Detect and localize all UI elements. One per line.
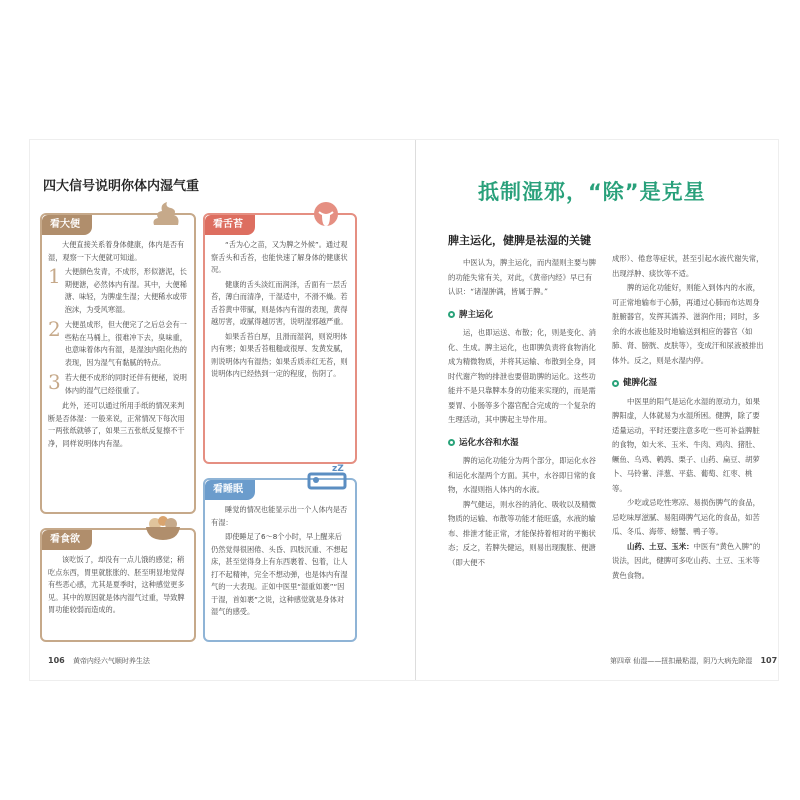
left-page-number: 106 xyxy=(48,656,65,665)
tongue-para: 健康的舌头淡红而润泽，舌面有一层舌苔，薄白而清净，干湿适中，不滑不燥。若舌苔黄中带腻，则是体内有湿的表现，黄得越厉害，或腻得越厉害，说明湿邪越严重。 xyxy=(211,279,348,326)
food-bowl-icon xyxy=(143,512,183,542)
poop-icon xyxy=(150,198,182,228)
chapter-title: 仙湿——扭扣最粘湿，阴乃大病先除湿 xyxy=(633,657,753,665)
text-column-2 xyxy=(612,252,766,583)
body-para: 中医里的阳气是运化水湿的原动力，如果脾阳虚，人体就易为水湿所困。健脾，除了要适量运动，平时还要注意多吃一些可补益脾脏的食物，如大米、玉米、牛肉、鸡肉、猪肚、鳜鱼、乌鸡、鹌鹑、栗子、山药、扁豆、胡萝卜、马铃薯、洋葱、平菇、葡萄、红枣、桃等。 xyxy=(612,396,761,493)
item-number: 3 xyxy=(48,370,61,394)
card-appetite-heading: 看食欲 xyxy=(42,530,92,550)
body-para: 少吃或忌吃性寒凉、易损伤脾气的食品，忌吃味厚滋腻、易阻碍脾气运化的食品，如苦瓜、冬瓜、海带、螃蟹、鸭子等。 xyxy=(612,498,761,536)
tongue-icon xyxy=(309,200,343,230)
body-para: 运，也即运送、布散；化，则是变化、消化、生成。脾主运化，也即脾负责将食物消化成为精微物质，并将其运输、布散到全身，同时代谢产物的排泄也要借助脾的运化。这些功能并不是只靠脾本身的功能来实现的，而是需要胃、小肠等多个器官配合完成的一个复杂的生理活动，其中脾起主导作用。 xyxy=(448,328,597,424)
card-appetite xyxy=(40,528,196,642)
chapter-label: 第四章 xyxy=(610,657,631,665)
intro-para: 中医认为，脾主运化，而内湿则主要与脾的功能失常有关，对此，《黄帝内经》早已有认识：“诸湿肿满，皆属于脾。” xyxy=(448,258,597,296)
bullet-icon xyxy=(448,439,455,446)
card-sleep xyxy=(203,478,357,642)
section-title: 运化水谷和水湿 xyxy=(459,437,519,448)
section-heading xyxy=(612,376,766,391)
item-text: 大便虽成形，但大便完了之后总会有一些粘在马桶上，很难冲下去，臭味重，也意味着体内有湿，是湿浊内阻化热的表现，因为湿气有黏腻的特点。 xyxy=(64,320,187,367)
text-column-1 xyxy=(448,256,598,570)
body-para: 脾的运化功能分为两个部分，即运化水谷和运化水湿两个方面。其中，水谷即日常的食物，水湿则指人体内的水液。 xyxy=(448,456,597,494)
section-title: 脾主运化 xyxy=(459,309,494,320)
card-tongue-heading: 看舌苔 xyxy=(205,215,255,235)
card-stool-body xyxy=(48,239,188,452)
page-fold xyxy=(415,140,416,680)
section-title: 健脾化湿 xyxy=(623,378,658,388)
card-tongue-body xyxy=(211,239,349,383)
svg-text:zZ: zZ xyxy=(332,464,344,474)
bullet-icon xyxy=(448,311,455,318)
section-heading xyxy=(448,308,598,323)
left-page-title: 四大信号说明你体内湿气重 xyxy=(43,179,200,194)
sleep-para: 即使睡足了6～8个小时，早上醒来后仍然觉得很困倦、头昏、四肢沉重、不想起床，甚至觉得身上有东西裹着、包着，让人打不起精神，完全不想动弹，也是体内有湿气的一大表现。正如中医里“湿重如裹”“因于湿，首如裹”之说，这种感觉就是身体对湿气的感受。 xyxy=(211,532,348,616)
bullet-icon xyxy=(612,380,619,387)
stool-item xyxy=(48,266,188,316)
body-para: 脾的运化功能好，则能入到体内的水液，可正常地输布于心肺，再通过心肺而布达周身脏腑器官，发挥其濡养、滋润作用；同时，多余的水液也能及时地输送到相应的器官（如肺、肾、膀胱、皮肤等），变成汗和尿液被排出体外。反之，则是水湿内停。 xyxy=(612,283,764,365)
food-text: 中医有“黄色入脾”的说法，因此，健脾可多吃山药、土豆、玉米等黄色食物。 xyxy=(612,541,761,580)
right-page-subtitle: 脾主运化，健脾是祛湿的关键 xyxy=(448,234,591,247)
card-stool-heading: 看大便 xyxy=(42,215,92,235)
body-para: 脾气健运，则水谷的消化、吸收以及精微物质的运输、布散等功能才能旺盛，水液的输布、排泄才能正常，才能保持着相对的平衡状态；反之，若脾失健运，则易出现腹胀、便溏（即大便不 xyxy=(448,499,597,567)
right-page-number: 107 xyxy=(760,656,778,665)
section-heading xyxy=(448,436,598,451)
bed-icon xyxy=(307,462,347,494)
food-lead: 山药、土豆、玉米： xyxy=(627,541,694,551)
card-sleep-body xyxy=(211,504,349,621)
card-sleep-heading: 看睡眠 xyxy=(205,480,255,500)
left-footer xyxy=(42,656,150,666)
item-number: 1 xyxy=(48,264,61,288)
stool-item xyxy=(48,372,188,397)
appetite-para: 该吃饭了，却没有一点儿饿的感觉；稍吃点东西，胃里就胀胀的、胚至明显地觉得有些恶心感，尤其是夏季时，这种感觉更多见。其中的原因就是体内湿气过重，导致脾胃功能较弱而造成的。 xyxy=(48,555,185,614)
item-text: 大便颜色发青，不成形，形似溏泥，长期便溏，必然体内有湿。其中，大便稀溏、味轻，为脾虚生湿；大便稀水或带泡沫，为受风寒湿。 xyxy=(64,267,187,314)
right-page-title: 抵制湿邪，“除”是克星 xyxy=(478,180,706,204)
card-appetite-body xyxy=(48,554,188,619)
card-stool-outro: 此外，还可以通过所用手纸的情况来判断是否体湿：一般来说，正常情况下每次用一两张纸就够了，如果三五张纸反复擦不干净，同样说明体内有湿。 xyxy=(48,401,185,448)
body-para: 成形）、倦怠等症状，甚至引起水液代谢失常，出现浮肿、痰饮等不适。 xyxy=(612,254,764,278)
right-footer xyxy=(610,656,783,666)
item-text: 若大便不成形的同时还伴有便秘，说明体内的湿气已经很重了。 xyxy=(64,373,187,395)
card-stool xyxy=(40,213,196,514)
tongue-para: 如果舌苔白厚，且滑而湿润，则说明体内有寒；如果舌苔粗糙或很厚、发黄发腻，则说明体内有湿热；如果舌质赤红无苔，则说明体内已经热到一定的程度，伤阴了。 xyxy=(211,331,348,378)
sleep-para: 睡觉的情况也能显示出一个人体内是否有湿： xyxy=(211,505,348,527)
tongue-para: “舌为心之苗，又为脾之外候”。通过观察舌头和舌苔，也能快速了解身体的健康状况。 xyxy=(211,240,348,274)
item-number: 2 xyxy=(48,317,61,341)
card-stool-intro: 大便直接关系着身体健康，体内是否有湿，观察一下大便就可知道。 xyxy=(48,240,185,262)
card-tongue xyxy=(203,213,357,464)
book-title: 黄帝内经六气顺时养生法 xyxy=(72,657,150,665)
stool-item xyxy=(48,319,188,369)
